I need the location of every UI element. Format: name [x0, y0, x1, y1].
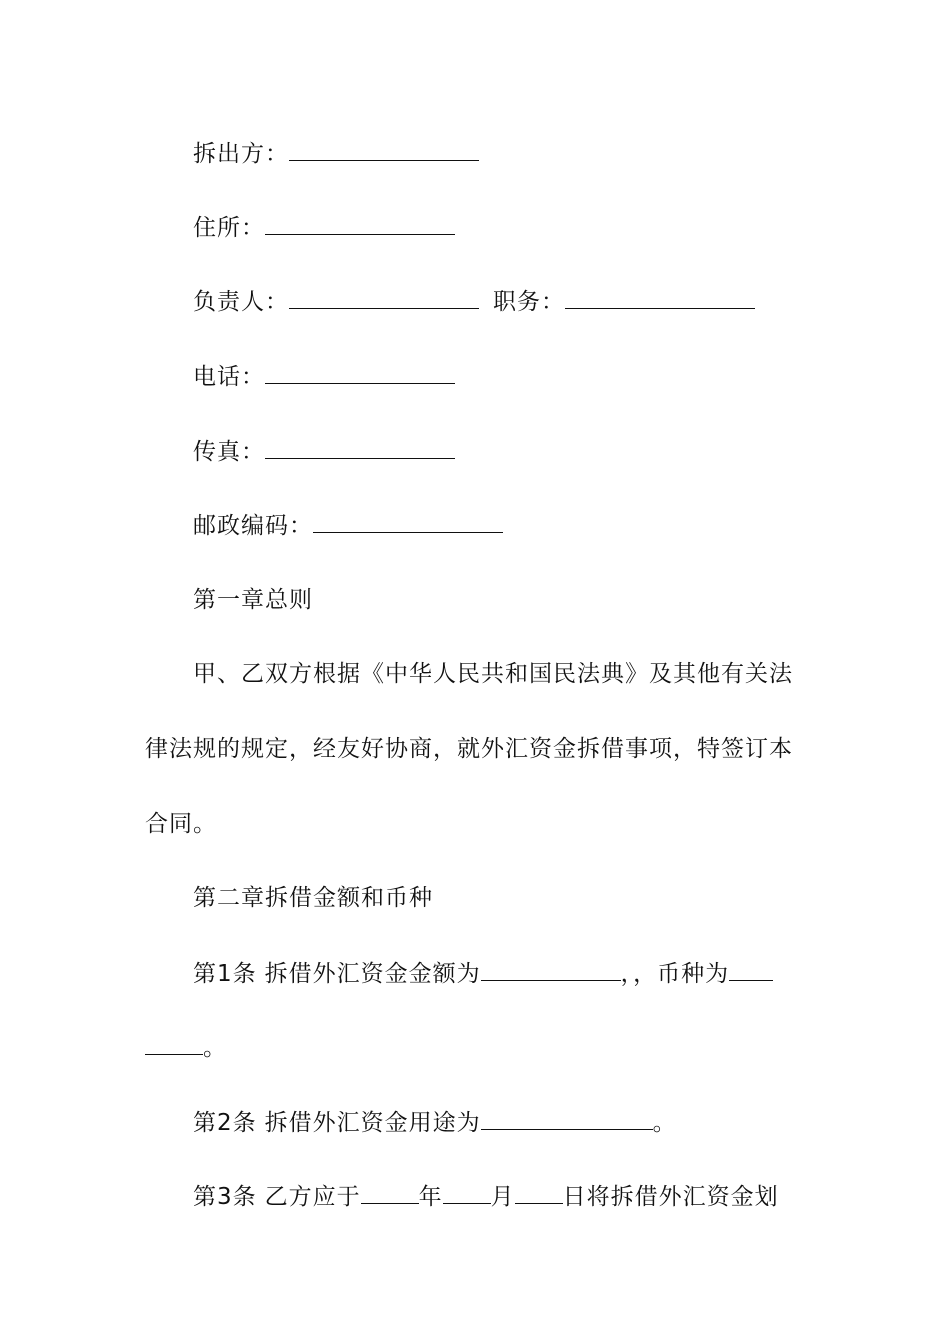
- field-youzheng: [193, 510, 858, 541]
- blank-line[interactable]: [481, 1107, 653, 1130]
- blank-line[interactable]: [265, 212, 455, 235]
- preamble-line-2: 律法规的规定，经友好协商，就外汇资金拆借事项，特签订本: [145, 736, 793, 762]
- blank-line[interactable]: [443, 1181, 491, 1204]
- field-label: 负责人：: [193, 289, 289, 315]
- article-1: [193, 958, 858, 989]
- field-label: 传真：: [193, 439, 265, 465]
- article-text: 拆借外汇资金用途为: [264, 1110, 481, 1136]
- field-fuzeren: [193, 286, 858, 317]
- blank-line[interactable]: [289, 286, 479, 309]
- article-text: 年: [418, 1184, 443, 1210]
- field-label: 拆出方：: [193, 141, 289, 167]
- article-number: 第2条: [193, 1110, 257, 1136]
- field-zhusuo: [193, 212, 858, 243]
- article-2: [193, 1107, 858, 1138]
- blank-line[interactable]: [481, 958, 621, 981]
- field-label: 邮政编码：: [193, 513, 313, 539]
- blank-line[interactable]: [265, 361, 455, 384]
- article-text: 乙方应于: [264, 1184, 361, 1210]
- article-text: 日将拆借外汇资金划: [562, 1184, 779, 1210]
- blank-line[interactable]: [289, 138, 479, 161]
- blank-line[interactable]: [565, 286, 755, 309]
- chapter-two-heading: 第二章拆借金额和币种: [193, 885, 433, 911]
- article-3: [193, 1181, 858, 1212]
- article-number: 第1条: [193, 961, 257, 987]
- preamble-line-3: 合同。: [145, 811, 217, 837]
- field-label: 职务：: [493, 289, 565, 315]
- field-chaichufang: [193, 138, 858, 169]
- article-text: 月: [490, 1184, 515, 1210]
- blank-line[interactable]: [265, 436, 455, 459]
- blank-line[interactable]: [729, 958, 773, 981]
- article-text: 。: [652, 1110, 677, 1136]
- chapter-one-heading: 第一章总则: [193, 587, 313, 613]
- blank-line[interactable]: [145, 1032, 203, 1055]
- field-chuanzhen: [193, 436, 858, 467]
- blank-line[interactable]: [313, 510, 503, 533]
- article-number: 第3条: [193, 1184, 257, 1210]
- field-label: 电话：: [193, 364, 265, 390]
- article-text: 。: [203, 1035, 227, 1061]
- article-text: 拆借外汇资金金额为: [264, 961, 481, 987]
- article-text: ，，币种为: [620, 961, 730, 987]
- blank-line[interactable]: [515, 1181, 563, 1204]
- field-label: 住所：: [193, 215, 265, 241]
- article-1-continued: [145, 1032, 810, 1063]
- blank-line[interactable]: [361, 1181, 419, 1204]
- field-dianhua: [193, 361, 858, 392]
- preamble-line-1: 甲、乙双方根据《中华人民共和国民法典》及其他有关法: [193, 661, 793, 687]
